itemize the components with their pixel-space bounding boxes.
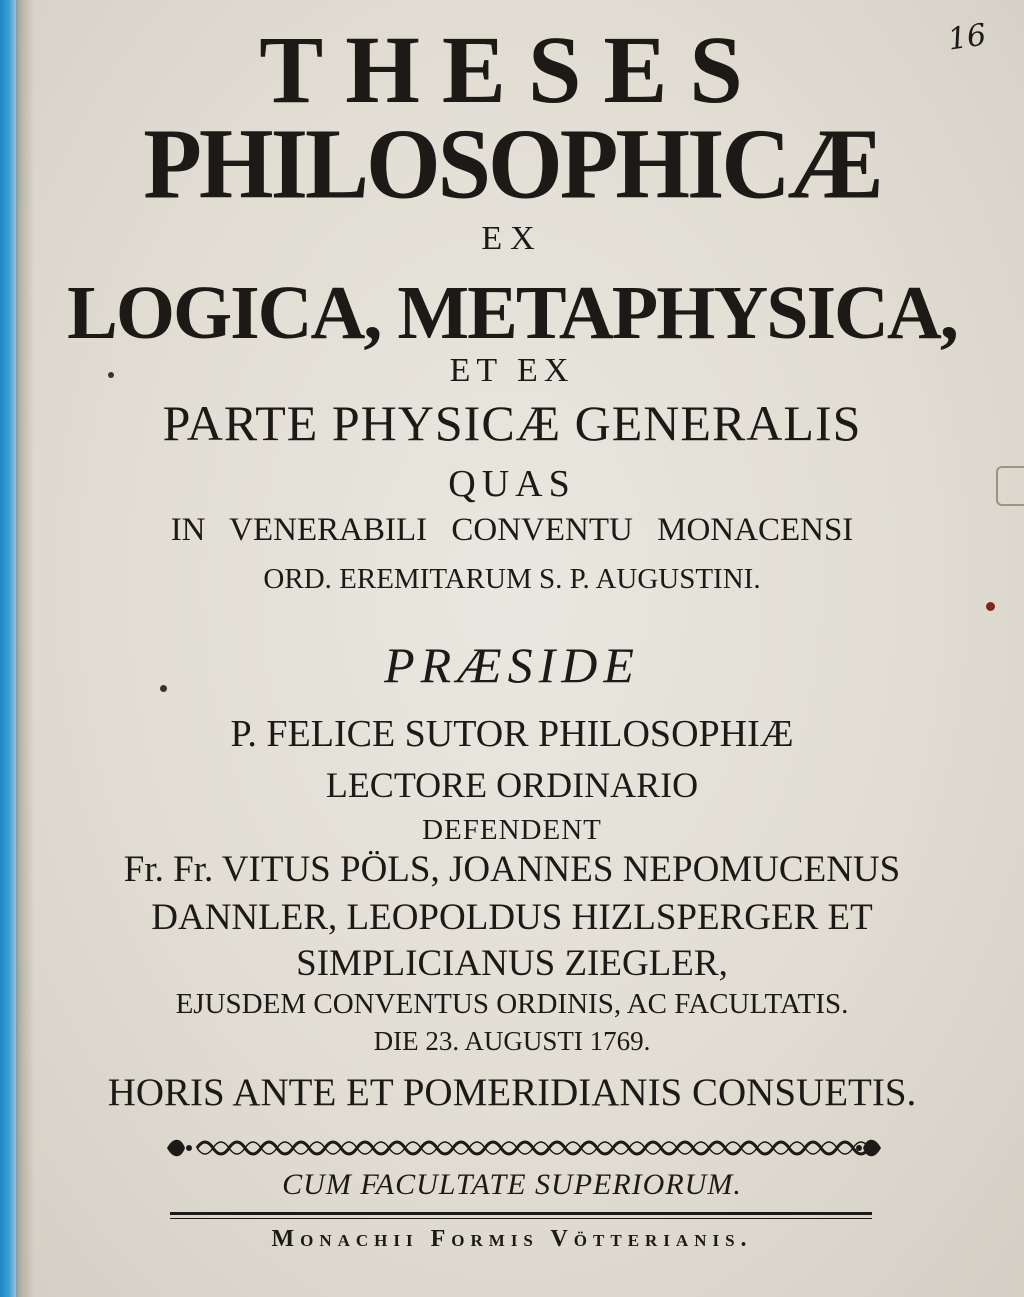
red-spot [986, 602, 995, 611]
ornamental-border [165, 1133, 883, 1163]
title-philosophicae: PHILOSOPHICÆ [143, 107, 881, 220]
title-parte-physicae: PARTE PHYSICÆ GENERALIS [162, 395, 862, 451]
preside-role: LECTORE ORDINARIO [325, 765, 699, 805]
defendents-line-1: Fr. Fr. VITUS PÖLS, JOANNES NEPOMUCENUS [123, 849, 901, 890]
fleuron-left-icon [167, 1140, 192, 1157]
defendents-heading: DEFENDENT [422, 814, 602, 846]
permission-line: CUM FACULTATE SUPERIORUM. [282, 1168, 742, 1201]
title-quas: QUAS [448, 463, 576, 505]
disputation-date: DIE 23. AUGUSTI 1769. [373, 1026, 651, 1056]
title-conventu: IN VENERABILI CONVENTU MONACENSI [170, 512, 854, 548]
defendents-line-3: SIMPLICIANUS ZIEGLER, [296, 943, 728, 984]
handwritten-page-number: 16 [945, 17, 989, 58]
printer-imprint: Monachii Formis Vötterianis. [271, 1226, 753, 1252]
footer-rule-thick [170, 1212, 872, 1215]
title-ex: EX [481, 220, 543, 257]
title-et-ex: ET EX [449, 352, 575, 389]
preside-heading: PRÆSIDE [384, 637, 640, 693]
footer-rule-thin [170, 1218, 872, 1219]
defendents-line-2: DANNLER, LEOPOLDUS HIZLSPERGER ET [151, 897, 873, 938]
defendents-line-4: EJUSDEM CONVENTUS ORDINIS, AC FACULTATIS. [175, 988, 849, 1020]
title-logica-metaphysica: LOGICA, METAPHYSICA, [67, 271, 957, 355]
disputation-hours: HORIS ANTE ET POMERIDIANIS CONSUETIS. [107, 1071, 917, 1114]
title-theses: THESES [259, 16, 765, 123]
title-order: ORD. EREMITARUM S. P. AUGUSTINI. [263, 563, 761, 595]
preside-name: P. FELICE SUTOR PHILOSOPHIÆ [230, 713, 794, 755]
